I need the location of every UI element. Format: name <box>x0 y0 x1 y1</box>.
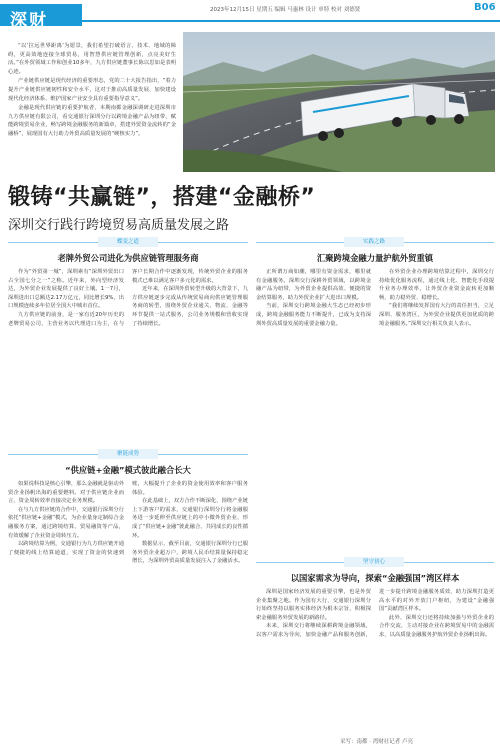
section-title: 老牌外贸公司进化为供应链管理服务商 <box>57 253 199 263</box>
body-paragraph: 以跨境结算为例，交通银行为九方供应链开通了便捷的线上结算通道，实现了资金的快速到账，大幅提升了企业的资金使用效率和客户服务体验。 <box>8 481 248 556</box>
section-title: 汇聚跨境金融力量护航外贸重镇 <box>316 253 434 263</box>
body-paragraph: 当前，深圳交行跨境金融大生态已经初步形成，跨境金融服务能力不断提升，已成为支持深圳外贸高质量发展的重要金融力量。 <box>256 303 371 327</box>
section-banner <box>0 4 82 31</box>
intro-paragraph: 金融是现代供应链的重要护航者，本期南都金融深调研走进深圳市九方供应链有限公司，看交通银行深圳分行以跨境金融产品为纽带，赋能跨境贸易企业，畅写跨境金融服务的新篇章，搭建外贸资金流转的“金融桥”，展现国有大行助力外贸高质量发展的“硬核实力”。 <box>8 105 176 137</box>
body-paragraph: 深圳是国家经济发展的重要引擎，也是外贸企业集聚之地。作为国有大行，交通银行深圳分行始终坚持以服务实体经济为根本宗旨，积极探索金融服务外贸发展的新路径。 <box>256 589 371 621</box>
section-body <box>8 480 248 730</box>
main-headline: 锻铸“共赢链”，搭建“金融桥” <box>8 185 316 210</box>
body-paragraph: 数据显示，截至目前，交通银行深圳分行已服务外贸企业超万户，跨境人民币结算量保持稳定增长，为深圳外贸高质量发展注入了金融活水。 <box>132 541 248 565</box>
page-header <box>0 0 500 31</box>
body-paragraph: 如果说科技是核心引擎，那么金融就是驱动外贸企业扬帆出海的重要燃料。对于供应链企业而言，资金周转效率直接决定业务规模。 <box>8 481 124 505</box>
section-tag: 蝶变之道 <box>98 237 158 247</box>
section-tag: 坚守初心 <box>344 557 404 567</box>
body-paragraph: 正所谓万商如潮，哪里有资金需求，哪里就有金融服务。深圳交行深耕外贸领域，以跨境金融产品为纽带，为外贸企业提供高效、便捷的资金结算服务，助力外贸企业扩大进出口规模。 <box>256 269 371 301</box>
body-paragraph: “我们将继续发挥国有大行的责任担当，立足深圳、服务湾区，为外贸企业提供更加优质的跨境金融服务。”深圳交行相关负责人表示。 <box>379 303 494 327</box>
section-tag: 聚链成势 <box>98 449 158 459</box>
intro-paragraph: “以‘拉远世界距离’为愿景，我们希望打破语言、技术、地域的障碍，更高效地连接全球贸易，用智慧供应链管理创新，点亮美好生活。”在外贸领域工作和创业10多年，九方供应链董事长陈以思如是表明心迹。 <box>8 43 176 75</box>
section-title: 深财 <box>10 11 48 31</box>
highway-truck-illustration <box>183 32 495 172</box>
section-body <box>8 268 248 443</box>
body-paragraph: 此外，深圳交行还将持续加强与外贸企业的合作交流，主动对接企业在跨境贸易中的金融需求，以高质量金融服务护航外贸企业扬帆出海。 <box>379 614 494 638</box>
byline: 采写：南都 · 湾财社记者 卢亮 <box>340 739 413 745</box>
intro-text <box>8 42 176 170</box>
section-body <box>256 268 494 543</box>
body-paragraph: 作为“外贸第一城”，深圳素有“深圳外贸出口占全国七分之一”之称。近年来，外向型经济发达，为外贸企业发展提供了良好土壤。1一7月，深圳进出口总额达2.17万亿元，同比增长9%，出口规模连续多年位居全国大中城市首位。 <box>8 269 124 310</box>
issue-meta: 2023年12月15日 星期五 编辑 马惠林 设计 单特 校对 刘德贤 <box>210 7 361 13</box>
section-title: 以国家需求为导向，探索“金融强国”湾区样本 <box>290 573 460 583</box>
section-title: “供应链+金融”模式彼此融合长大 <box>65 465 191 475</box>
page-number: B06 <box>474 2 496 13</box>
section-body <box>256 588 494 732</box>
body-paragraph: 在此基础上，双方合作不断深化，围绕产业链上下游客户的需求，交通银行深圳分行将金融服务进一步延伸至供应链上的中小微外贸企业，形成了“供应链+金融”彼此融合、共同成长的良性循环。 <box>132 498 248 539</box>
body-paragraph: 在与九方供应链的合作中，交通银行深圳分行依托“供应链+金融”模式，为企业量身定制综合金融服务方案，通过跨境结算、贸易融资等产品，有效缓解了企业资金周转压力。 <box>8 506 124 539</box>
body-paragraph: 九方供应链的前身，是一家有近20年历史的老牌贸易公司，主营业务以代理进口为主，在与客户长期合作中逐渐发现，传统外贸企业的服务模式已难以满足客户多元化的需求。 <box>8 269 248 327</box>
section-tag: 实践之路 <box>344 237 404 247</box>
body-paragraph: 在外贸企业办理跨境结算过程中，深圳交行持续优化服务流程，通过线上化、智能化手段提升业务办理效率，让外贸企业资金流转更加顺畅，助力稳外贸、稳增长。 <box>379 269 494 301</box>
body-paragraph: 近年来，在深圳外贸转型升级的大背景下，九方供应链逐步完成从传统贸易商向供应链管理服务商的转型，围绕外贸企业通关、物流、金融等环节提供一站式服务，公司业务规模和营收实现了持续增长。 <box>132 286 248 327</box>
highway-truck-photo <box>183 32 495 172</box>
intro-paragraph: 产业链供应链是现代经济的重要形态，党的二十大报告指出，“着力提升产业链供应链韧性和安全水平，这对于推动高质量发展、加快建设现代化经济体系、维护国家产业安全具有重要指导意义”。 <box>8 78 176 102</box>
body-paragraph: 未来，深圳交行将继续深耕跨境金融领域，以客户需求为导向，加快金融产品和服务创新，进一步提升跨境金融服务质效，助力深圳打造更高水平的对外开放门户枢纽，为建设“金融强国”贡献湾区样本。 <box>256 589 494 638</box>
sub-headline: 深圳交行践行跨境贸易高质量发展之路 <box>8 218 230 233</box>
header-rule <box>82 20 500 22</box>
